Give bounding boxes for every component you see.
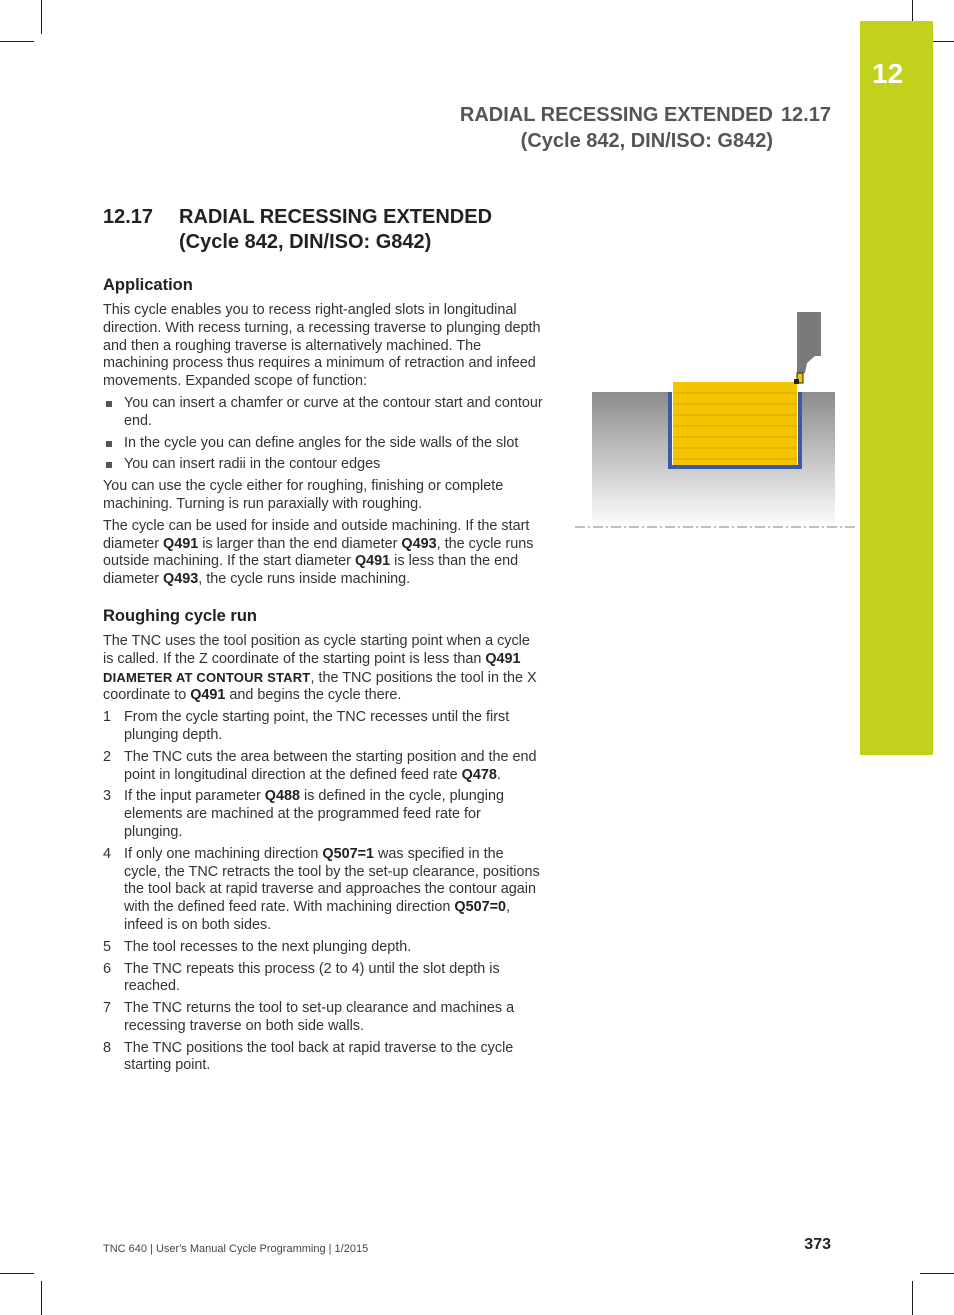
application-heading: Application (103, 276, 193, 294)
list-item: 8 The TNC positions the tool back at rapid traverse to the cycle starting point. (103, 1039, 514, 1074)
running-header-section: 12.17 (780, 104, 831, 126)
parameter: Q491 (485, 650, 521, 667)
list-item: 2 The TNC cuts the area between the starting position and the end point in longitudinal direction at the defined feed rate Q478. (103, 748, 537, 783)
footer-text: TNC 640 | User's Manual Cycle Programming | 1/2015 (103, 1243, 369, 1255)
parameter-name: DIAMETER AT CONTOUR START (103, 669, 311, 685)
list-item: You can insert radii in the contour edges (103, 456, 543, 474)
crop-mark (920, 1273, 954, 1274)
tool-shank (797, 356, 815, 373)
bullet-icon (106, 462, 112, 468)
list-item: 6 The TNC repeats this process (2 to 4) until the slot depth is reached. (103, 960, 500, 995)
steps-list (103, 709, 543, 1075)
section-heading (103, 205, 492, 255)
bullet-icon (106, 401, 112, 407)
start-point-marker (794, 379, 799, 384)
chapter-number: 12 (872, 58, 904, 89)
section-subtitle: (Cycle 842, DIN/ISO: G842) (179, 231, 432, 253)
list-item: 4 If only one machining direction Q507=1 was specified in the cycle, the TNC retracts the tool by the set-up clearance, positions the tool back at rapid traverse and approaches the contour again with the defined feed rate. With machining direction Q507=0, infeed is on both sides. (103, 845, 540, 933)
crop-mark (0, 41, 34, 42)
tool-holder (797, 312, 821, 356)
crop-mark (41, 0, 42, 34)
page-number: 373 (804, 1236, 831, 1253)
parameter: Q491 (190, 687, 226, 704)
crop-mark (41, 1281, 42, 1315)
list-item: You can insert a chamfer or curve at the contour start and contour end. (103, 395, 543, 431)
list-item: In the cycle you can define angles for the side walls of the slot (103, 435, 543, 453)
parameter: Q493 (401, 535, 437, 552)
section-number: 12.17 (103, 206, 154, 228)
parameter: Q488 (264, 788, 301, 805)
recessing-illustration (575, 305, 855, 535)
bullet-icon (106, 441, 112, 447)
application-intro: This cycle enables you to recess right-angled slots in longitudinal direction. With recess turning, a recessing traverse to plunging depth and then a roughing traverse is alternatively machined. The machining process thus requires a minimum of retraction and infeed movements. Expanded scope of function: (103, 302, 541, 390)
parameter: Q493 (163, 571, 199, 588)
main-content (103, 274, 543, 1079)
running-header (460, 102, 831, 154)
parameter: Q491 (354, 553, 391, 570)
list-item: 7 The TNC returns the tool to set-up clearance and machines a recessing traverse on both side walls. (103, 1000, 515, 1034)
parameter: Q491 (163, 535, 199, 552)
roughing-intro: The TNC uses the tool position as cycle starting point when a cycle is called. If the Z coordinate of the starting point is less than Q491 DIAMETER AT CONTOUR START, the TNC positions the tool in the X coordinate to Q491 and begins the cycle there. (103, 632, 537, 704)
list-item: 1 From the cycle starting point, the TNC recesses until the first plunging depth. (103, 709, 510, 743)
parameter: Q507=0 (454, 899, 506, 916)
feature-list (103, 395, 543, 474)
parameter: Q478 (461, 766, 497, 783)
application-paragraph: You can use the cycle either for roughing, finishing or complete machining. Turning is run paraxially with roughing. (103, 478, 504, 512)
crop-mark (0, 1273, 34, 1274)
crop-mark (912, 1281, 913, 1315)
parameter: Q507=1 (322, 845, 375, 862)
recessing-tool (797, 312, 821, 383)
running-header-subtitle: (Cycle 842, DIN/ISO: G842) (520, 130, 773, 152)
running-header-title: RADIAL RECESSING EXTENDED (459, 104, 773, 126)
list-item: 5 The tool recesses to the next plunging depth. (103, 938, 412, 955)
slot-fill (673, 382, 797, 466)
chapter-tab (860, 21, 933, 755)
list-item: 3 If the input parameter Q488 is defined in the cycle, plunging elements are machined at the programmed feed rate for plunging. (103, 788, 505, 840)
section-title: RADIAL RECESSING EXTENDED (179, 206, 493, 228)
roughing-heading: Roughing cycle run (103, 606, 258, 625)
roughing-cuts (673, 382, 797, 466)
application-paragraph: The cycle can be used for inside and outside machining. If the start diameter Q491 is larger than the end diameter Q493, the cycle runs outside machining. If the start diameter Q491 is less than the end diameter Q493, the cycle runs inside machining. (103, 517, 534, 588)
